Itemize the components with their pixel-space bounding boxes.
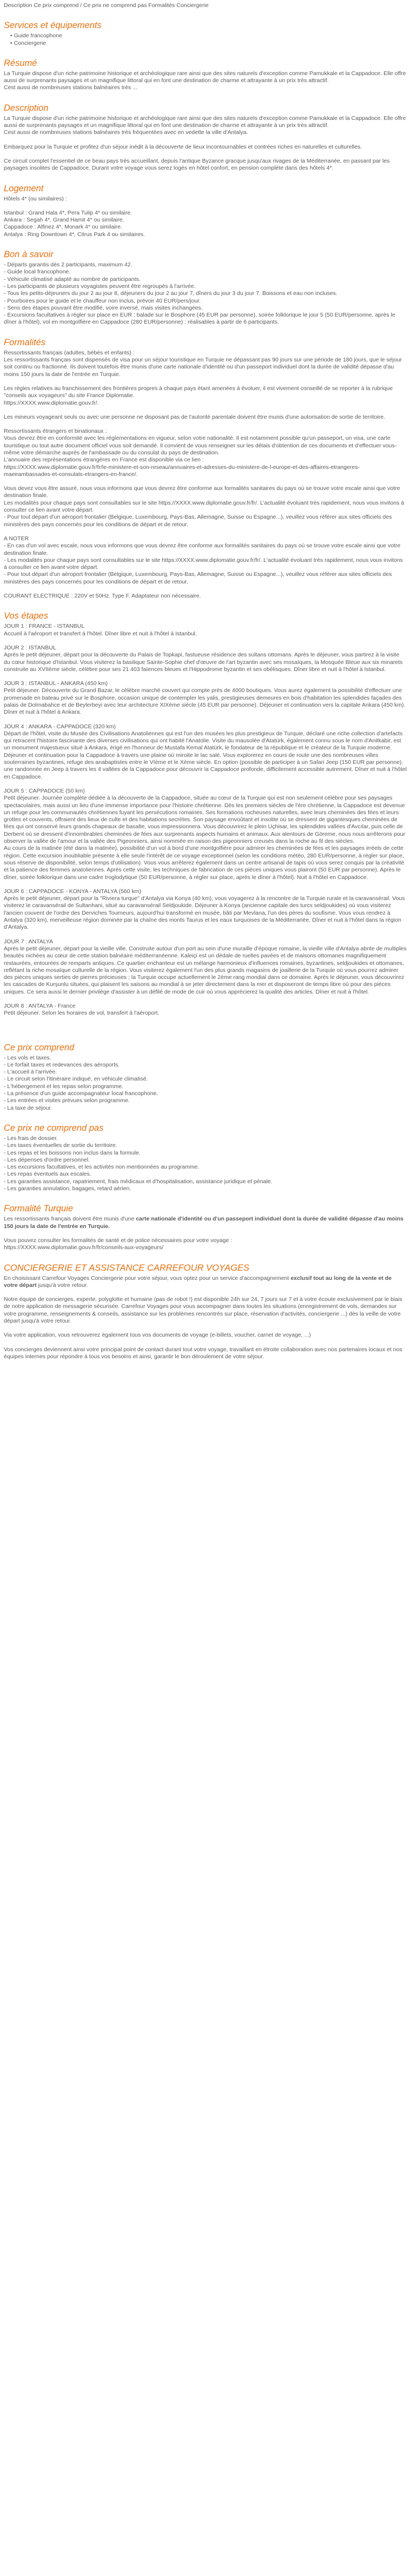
day-title: JOUR 8 : ANTALYA - France bbox=[4, 1002, 76, 1009]
list-item: - Les garanties annulation, bagages, retard aérien. bbox=[4, 1185, 131, 1192]
day-title: JOUR 2 : ISTANBUL bbox=[4, 644, 56, 651]
day-text: Après le petit déjeuner, départ pour la découverte du Palais de Topkapi, fastueuse résidence des sultans ottomans. Après le déjeuner, vous partirez à la visite du cœur historique d'Istanbul. Vous visiterez la basilique Sainte-Sophie chef d'œuvre de l'art byzantin avec ses mosaïques, la Mosquée Bleue aux six minarets construite au XVIIème siècle, célèbre pour ses 21 403 faïences bleues et l'Hippodrome byzantin et ses obélisques. Dîner libre et nuit à l'hôtel à Istanbul. bbox=[4, 652, 405, 673]
day-text: Départ de l'hôtel, visite du Musée des Civilisations Anatoliennes qui est l'un des musées les plus prestigieux de Turquie, déclaré une riche collection d'artefacts qui retracent l'histoire fascinante des diverses civilisations qui ont habité l'Anatolie. Visite du mausolée d'Atatürk, également connu sous le nom d'Anitkabir, est un monument majestueux situé à Ankara, érigé en l'honneur de Mustafa Kemal Atatürk, le fondateur de la république et le créateur de la Turquie moderne. Déjeuner et continuation pour la Cappadoce à travers une plaine où miroite le lac salé. Vous explorerez en cours de route une des nombreuses villes souterraines byzantines, refuge des anabaptistes entre le VIème et le Xème siècle. En option (possible de participer à un Safari Jeep (150 EUR par personne). une randonnée en Jeep à travers les 4 vallées de la Cappadoce pour découvrir la Cappadoce profonde, difficilement accessible autrement. Dîner et nuit à l'hôtel en Cappadoce. bbox=[4, 730, 408, 780]
paragraph: Vous pouvez consulter les formalités de santé et de police nécessaires pour votre voyage : https://XXXX.www.diplomatie.gouv.fr/fr/conseils-aux-voyageurs/ bbox=[4, 1237, 232, 1251]
list-item: - Excursions facultatives à régler sur place en EUR : balade sur le Bosphore (45 EUR par personne), soirée folklorique le jour 5 (50 EUR/personne, après le dîner à l'hôtel), vol en montgolfière en Cappadoce (280 EUR/personne) : réalisables à partir de 6 participants. bbox=[4, 312, 397, 326]
list-item: Cappadoce : Alfinez 4*, Monark 4* ou similaire. bbox=[4, 224, 122, 231]
list-item: - Les dépenses d'ordre personnel. bbox=[4, 1156, 90, 1163]
paragraph: Via votre application, vous retrouverez également tous vos documents de voyage (e-billets, voucher, carnet de voyage, ...) Vos concierges deviennent ainsi votre principal point de contact durant tout votre voyage, travaillant en étroite collaboration avec nos partenaires locaux et nos équipes internes pour répondre à tous vos besoins et ainsi, garantir le bon déroulement de votre séjour. bbox=[4, 1332, 402, 1360]
day-text: Accueil à l'aéroport et transfert à l'hôtel. Dîner libre et nuit à l'hôtel à Istanbul. bbox=[4, 630, 197, 637]
paragraph: - En cas d'un vol avec escale, nous vous informons que vous devrez être conforme aux formalités sanitaires du pays où se trouve votre escale ainsi que votre destination finale. - Les modalités pour chaque pays sont consultables sur le site https://XXXX.www.diplomatie.gouv.fr/fr/. L'actualité évoluant très rapidement, nous vous invitons à consulter ce lien avant votre départ. - Pour tout départ d'un aéroport frontalier (Belgique, Luxembourg, Pays-Bas, Allemagne, Suisse ou Espagne...), veuillez vous référer aux sites officiels des ministères des pays concernés pour les conditions de départ et de retour. bbox=[4, 542, 403, 585]
list-item: • Conciergerie bbox=[4, 40, 407, 47]
text-run: Les ressortissants français doivent être munis d'une bbox=[4, 1216, 136, 1223]
day-text: Après le petit déjeuner, départ pour la vieille ville. Construite autour d'un port au sein d'une muraille d'époque romaine, la vieille ville d'Antalya abrite de multiples beautés nichées au cœur de cette station balnéaire méditerranéenne. Kaleiçi est un dédale de ruelles pavées et de maisons ottomanes magnifiquement restaurées, entourées de remparts antiques. Ce quartier enchanteur est un mélange harmonieux d'influences romaines, byzantines, seldjoukides et ottomanes, reflétant la riche mosaïque culturelle de la région. Vous visiterez également l'un des plus grands magasins de joaillerie de la Turquie où vous pourrez admirer des pièces uniques serties de pierres précieuses ; la Turquie occupe actuellement le 2ème rang mondial dans ce domaine. Après le déjeuner, vous découvrirez les cascades de Kurşunlu situées, qui plaisent les saisons au mondial à se jeter directement dans la mer et disposeront de temps libre où pour des pièces uniques. Ce sera aussi le dernier privilège d'assister à un défilé de mode de cuir où vous apprécierez la qualité des articles. Dîner et nuit à l'hôtel. bbox=[4, 945, 408, 995]
list-item: - Tous les petits-déjeuners du jour 2 au jour 8, déjeuners du jour 2 au jour 7, dîners du jour 3 du jour 7. Boissons et eau non incluses. - Pourboires pour le guide et le chauffeur non inclus, prévoir 40 EUR/pers/jour. - Sens des étapes pouvant être modifié, voire inversé, mais visites inchangées. bbox=[4, 290, 338, 311]
text-run: jusqu'à votre retour. bbox=[36, 1282, 88, 1289]
heading-logement: Logement bbox=[4, 183, 44, 193]
paragraph bbox=[4, 1216, 407, 1230]
paragraph: Les règles relatives au franchissement des frontières propres à chaque pays étant amenées à évoluer, il est vivement conseillé de se reporter à la rubrique "conseils aux voyageurs" du site France Diplomatie. https://XXXX.www.diplomatie.gouv.fr/. bbox=[4, 385, 393, 406]
paragraph: Hôtels 4* (ou similaires) : bbox=[4, 195, 67, 202]
list-item: - Guide local francophone. bbox=[4, 269, 71, 276]
paragraph: A NOTER bbox=[4, 535, 29, 542]
heading-bon-a-savoir: Bon à savoir bbox=[4, 250, 54, 260]
day-title: JOUR 7 : ANTALYA bbox=[4, 938, 54, 945]
heading-ne-comprend-pas: Ce prix ne comprend pas bbox=[4, 1123, 104, 1133]
list-item: - Les participants de plusieurs voyagistes peuvent être regroupés à l'arrivée. bbox=[4, 283, 196, 290]
text-run-bold: carte nationale d'identité ou d'un passeport individuel dont la durée de validité dépasse d'au moins 150 jours la date de l'entrée en Turquie. bbox=[4, 1216, 405, 1230]
day-title: JOUR 4 : ANKARA - CAPPADOCE (320 km) bbox=[4, 723, 116, 730]
day-title: JOUR 6 : CAPPADOCE - KONYA - ANTALYA (560 km) bbox=[4, 888, 142, 895]
paragraph: Vous devez vous être assuré, nous vous informons que vous devrez être conforme aux formalités sanitaires du pays où se trouve votre escale ainsi que votre destination finale. Les modalités pour chaque pays sont consultables sur le site https://XXXX.www.diplomatie.gouv.fr/fr/. L'actualité évoluant très rapidement, nous vous invitons à consulter ce lien avant votre départ. - Pour tout départ d'un aéroport frontalier (Belgique, Luxembourg, Pays-Bas, Allemagne, Suisse ou Espagne...), veuillez vous référer aux sites officiels des ministères des pays concernés pour les conditions de départ et de retour. bbox=[4, 485, 405, 528]
paragraph bbox=[4, 1275, 407, 1290]
day-title: JOUR 3 : ISTANBUL - ANKARA (450 km) bbox=[4, 680, 108, 687]
heading-formalites: Formalités bbox=[4, 337, 46, 347]
day-title: JOUR 1 : FRANCE - ISTANBUL bbox=[4, 623, 85, 630]
list-item: - Le circuit selon l'itinéraire indiqué, en véhicule climatisé. bbox=[4, 1076, 148, 1083]
list-item: - L'hébergement et les repas selon programme. bbox=[4, 1083, 123, 1090]
paragraph: La Turquie dispose d'un riche patrimoine historique et archéologique rare ainsi que des sites naturels d'exception comme Pamukkale et la Cappadoce. Elle offre aussi de surprenants paysages et un magnifique littoral qui en font une destination de charme et attrayante à un prix très attractif. Cest aussi de nombreuses stations balnéaires très ... bbox=[4, 70, 406, 91]
day-title: JOUR 5 : CAPPADOCE (50 km) bbox=[4, 787, 85, 794]
paragraph: Ce circuit complet l'essentiel de ce beau pays très accueillant, depuis l'antique Byzance gracque jusqu'aux rivages de la Méditerranée, en passant par les paysages insolites de Cappadoce. Durant votre voyage vous serez logés en hôtel confort, en pension complète dans des hôtels 4*. bbox=[4, 157, 392, 172]
paragraph: Notre équipe de concierges, experte, polyglotte et humaine (pas de robot !) est disponible 24h sur 24, 7 jours sur 7 et à votre écoute exclusivement par le biais de notre application de messagerie sécurisée. Carrefour Voyages pour vous accompagner dans toutes les situations (enregistrement de vols, demandes sur votre programme, renseignements & conseils, assistance sur les problèmes rencontrés sur place, réservation d'activités, conciergerie ...) dès la veille de votre départ jusqu'à votre retour. bbox=[4, 1296, 404, 1324]
text-run-bold: exclusif tout au long de la vente et de votre départ bbox=[4, 1274, 393, 1289]
list-item: - Les repas éventuels aux escales. bbox=[4, 1171, 91, 1178]
day-text: Petit déjeuner. Découverte du Grand Bazar, le célèbre marché couvert qui compte près de 4000 boutiques. Vous aurez également la possibilité d'effectuer une promenade en bateau privé sur le Bosphore, occasion unique de contempler les yalis, prestigieuses demeures en bois d'habitation les splendides façades des palais de Dolmabahce et de Beylerbeyi avec leur architecture XIXème siècle (45 EUR par personne). Déjeuner et continuation vers la capitale Ankara (450 km). Dîner et nuit à l'hôtel à Ankara. bbox=[4, 687, 407, 716]
heading-formalite-turquie: Formalité Turquie bbox=[4, 1204, 74, 1214]
list-item: - Véhicule climatisé adapté au nombre de participants. bbox=[4, 276, 141, 283]
list-item: Antalya : Ring Downtown 4*, Citrus Park 4 ou similaires. bbox=[4, 231, 145, 238]
paragraph: Embarquez pour la Turquie et profitez d'un séjour inédit à la découverte de lieux incontournables et contrées riches en naturelles et culturelles. bbox=[4, 143, 362, 150]
paragraph: Ressortissants étrangers et binationaux : Vous devrez être en conformité avec les réglementations en vigueur, selon votre nationalité. Il est notamment possible qu'un passeport, un visa, une carte touristique ou tout autre document officiel vous soit demandé. Il convient de vous renseigner sur les délais d'obtention de ces documents et d'effectuer vous-même votre démarche auprès de l'ambassade ou du consulat du pays de destination. L'annuaire des représentations étrangères en France est disponible via ce lien : https://XXXX.www.diplomatie.gouv.fr/fr/le-ministere-et-son-reseau/annuaires-et-adresses-du-ministere-de-l-europe-et-des-affaires-etrangeres-maeeambassades-et-consulats-etrangers-en-france/. bbox=[4, 428, 397, 478]
list-item: - L'accueil à l'arrivée. bbox=[4, 1069, 57, 1076]
heading-services: Services et équipements bbox=[4, 21, 102, 31]
paragraph: COURANT ELECTRIQUE : 220V et 50Hz. Type F. Adaptateur non nécessaire. bbox=[4, 593, 201, 600]
list-item: - Les frais de dossier. bbox=[4, 1135, 58, 1142]
list-item: - Les excursions facultatives, et les activités non mentionnées au programme. bbox=[4, 1164, 200, 1171]
day-text: Petit déjeuner. Selon les horaires de vol, transfert à l'aéroport. bbox=[4, 1010, 160, 1017]
list-item: - Départs garantis dès 2 participants, maximum 42. bbox=[4, 261, 133, 269]
paragraph: Les mineurs voyageant seuls ou avec une personne ne disposant pas de l'autorité parentale doivent être munis d'une autorisation de sortie de territoire. bbox=[4, 413, 386, 420]
paragraph: Ressortissants français (adultes, bébés et enfants) : Les ressortissants français sont dispensés de visa pour un séjour touristique en Turquie ne dépassant pas 90 jours sur une période de 180 jours, que le séjour soit continu ou fractionné. Ils doivent toutefois être munis d'une carte nationale d'identité ou d'un passeport individuel dont la durée de validité dépasse d'au moins 150 jours la date de l'entrée en Turquie. bbox=[4, 349, 402, 378]
header-line: Description Ce prix comprend / Ce prix ne comprend pas Formalités Conciergerie bbox=[4, 2, 209, 9]
list-item: - La présence d'un guide accompagnateur local francophone. bbox=[4, 1090, 158, 1097]
heading-conciergerie: CONCIERGERIE ET ASSISTANCE CARREFOUR VOYAGES bbox=[4, 1263, 249, 1273]
list-item: Istanbul : Grand Hala 4*, Pera Tulip 4* ou similaire. bbox=[4, 209, 132, 216]
list-item: - Les taxes éventuelles de sortie du territoire. bbox=[4, 1142, 117, 1149]
heading-resume: Résumé bbox=[4, 58, 37, 68]
day-text: Après le petit déjeuner, départ pour la "Riviera turque" d'Antalya via Konya (40 km), vous voyagerez à la rencontre de la Turquie rurale et la caravansérail. Vous visiterez le caravansérail de Sultanhani, situé au caravansérail Seldjoukide. Déjeuner à Konya (ancienne capitale des turcs seldjoukides) où vous visiterez l'ancien couvent de l'ordre des Derviches Tourneurs, aujourd'hui transformé en musée, bâti par Mevlana, l'un des pères du soufisme. Vous vous rendrez à Antalya (320 km), merveilleuse région dominée par la chaîne des monts Taurus et les eaux turquoises de la Méditerranée. Dîner et nuit à l'hôtel dans la région d'Antalya. bbox=[4, 895, 407, 931]
heading-description: Description bbox=[4, 103, 49, 113]
list-item: - Les entrées et visites prévues selon programme. bbox=[4, 1097, 130, 1104]
list-item: - La taxe de séjour. bbox=[4, 1104, 52, 1111]
heading-etapes: Vos étapes bbox=[4, 611, 48, 621]
list-item: • Guide francophone bbox=[4, 32, 407, 39]
list-item: - Les vols et taxes. bbox=[4, 1054, 51, 1061]
list-item: Ankara : Segah 4*, Grand Hamit 4* ou similaire. bbox=[4, 217, 124, 224]
list-item: - Les garanties assistance, rapatriement, frais médicaux et d'hospitalisation, assistance juridique et pénale. bbox=[4, 1178, 273, 1185]
text-run: En choisissant Carrefour Voyages Conciergerie pour votre séjour, vous optez pour un service d'accompagnement bbox=[4, 1274, 291, 1282]
paragraph: La Turquie dispose d'un riche patrimoine historique et archéologique rare ainsi que des sites naturels d'exception comme Pamukkale et la Cappadoce. Elle offre aussi de surprenants paysages et un magnifique littoral qui en font une destination de charme et attrayante à un prix très attractif. Cest aussi de nombreuses stations balnéaires très fréquentées avec en vedette la ville d'Antalya. bbox=[4, 115, 406, 136]
list-item: - Le forfait taxes et redevances des aéroports. bbox=[4, 1061, 120, 1068]
heading-comprend: Ce prix comprend bbox=[4, 1042, 75, 1052]
list-item: - Les repas et les boissons non inclus dans la formule. bbox=[4, 1149, 141, 1156]
day-text: Petit déjeuner. Journée complète dédiée à la découverte de la Cappadoce, située au cœur de la Turquie qui est non seulement célèbre pour ses paysages spectaculaires, mais aussi un lieu d'une immense importance pour l'histoire chrétienne. Dès les premiers siècles de l'ère chrétienne, la Cappadoce est devenue un refuge pour les communautés chrétiennes fuyant les persécutions romaines. Ses formations rocheuses naturelles, avec leurs cheminées des fées et leurs grottes et couvents, offraient des lieux de culte et des habitations secrètes. Son paysage envoûtant et insolite où se dressent de gigantesques cheminées de fées qui ont conservé leurs grands chapeaux de basalte, vous impressionnera. Vous découvrirez le plein Uçhisar, les splendides vallées d'Avcılar, puis celle de Derbent où se dressent d'innombrables cheminées de fées aux surprenants aspects humains et animaux. Aux alentours de Göreme, nous nous arrêterons pour observer la vallée de l'amour et la vallée des Pigeonniers, ainsi nommée en raison des pigeonniers creusés dans la roche au fil des siècles. Au cours de la matinée (été dans la matinée), possibilité d'un vol à bord d'une montgolfière pour admirer les cheminées de fées et les paysages irréels de cette région. Cette excursion inoubliable présente à elle seule l'intérêt de ce voyage exceptionnel (selon les conditions météo, 280 EUR/personne, à régler sur place, sous réserve de disponibilité, selon temps d'utilisation). Vous vous arrêterez également dans un centre artisanal de tapis où vous serez conquis par la créativité et la patience des femmes anatoliennes. Après cette visite, les techniques de fabrication de ces pièces uniques vous plairont (50 EUR par personne). Après le dîner, soirée folklorique dans une cadre troglodytique (50 EUR/personne, à régler sur place, après le dîner à l'hôtel). Nuit à l'hôtel en Cappadoce. bbox=[4, 795, 406, 881]
